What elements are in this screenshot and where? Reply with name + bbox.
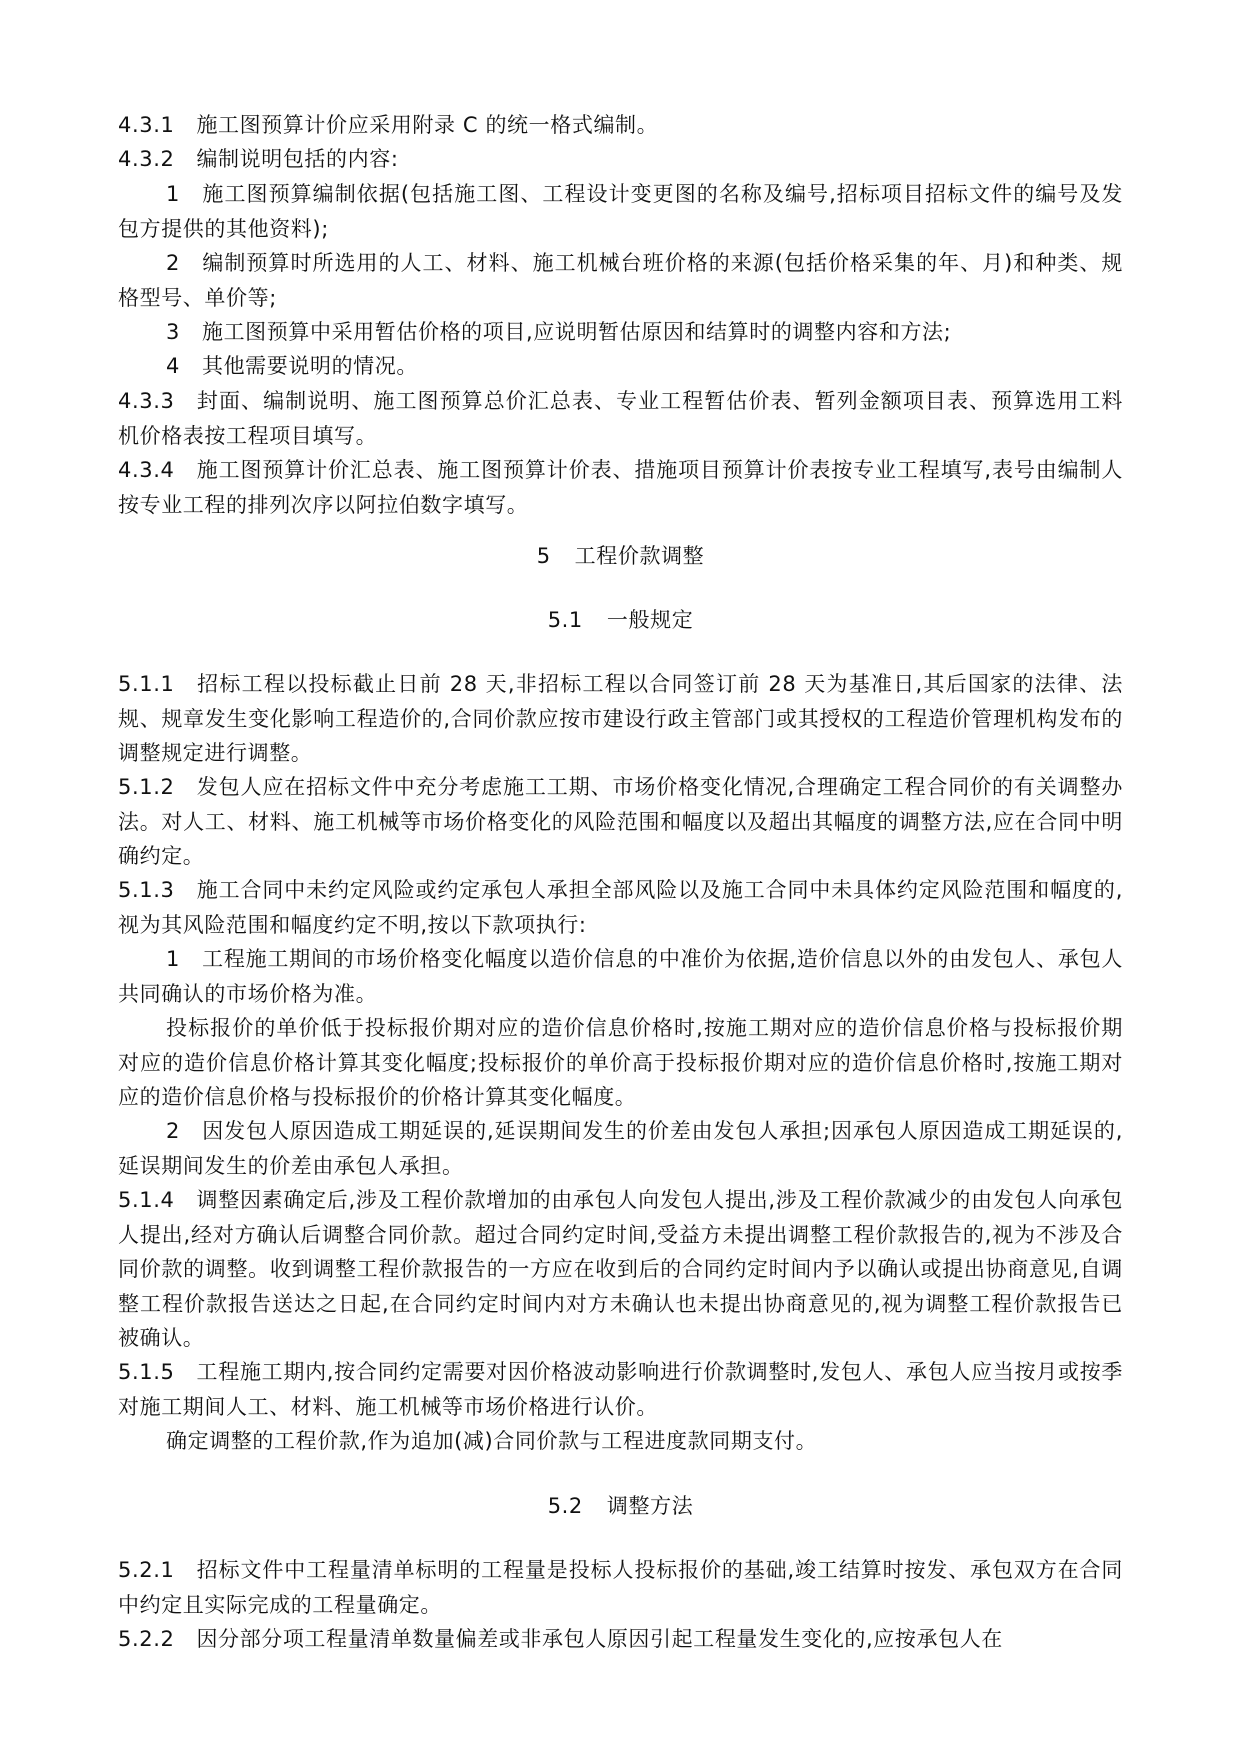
clause-5-1-3-item-1 <box>118 942 1123 1011</box>
clause-5-2-2 <box>118 1622 1123 1657</box>
clause-text: 工程施工期内,按合同约定需要对因价格波动影响进行价款调整时,发包人、承包人应当按月或按季对施工期间人工、材料、施工机械等市场价格进行认价。 <box>118 1360 1123 1419</box>
clause-number: 5.2.1 <box>118 1558 175 1582</box>
clause-number: 5.1.4 <box>118 1188 175 1212</box>
chapter-heading-5 <box>118 539 1123 574</box>
clause-text: 封面、编制说明、施工图预算总价汇总表、专业工程暂估价表、暂列金额项目表、预算选用工料机价格表按工程项目填写。 <box>118 389 1123 448</box>
item-text: 因发包人原因造成工期延误的,延误期间发生的价差由发包人承担;因承包人原因造成工期延误的,延误期间发生的价差由承包人承担。 <box>118 1119 1123 1178</box>
clause-text: 施工合同中未约定风险或约定承包人承担全部风险以及施工合同中未具体约定风险范围和幅度的,视为其风险范围和幅度约定不明,按以下款项执行: <box>118 878 1123 937</box>
clause-5-1-5 <box>118 1355 1123 1424</box>
item-number: 1 <box>166 182 180 206</box>
item-number: 1 <box>166 947 180 971</box>
clause-text: 因分部分项工程量清单数量偏差或非承包人原因引起工程量发生变化的,应按承包人在 <box>196 1627 1003 1651</box>
clause-5-1-3-paragraph <box>118 1011 1123 1115</box>
clause-number: 4.3.4 <box>118 458 175 482</box>
heading-text: 工程价款调整 <box>574 544 705 568</box>
heading-number: 5.2 <box>547 1494 583 1518</box>
clause-4-3-3 <box>118 384 1123 453</box>
clause-5-1-4 <box>118 1183 1123 1356</box>
item-text: 编制预算时所选用的人工、材料、施工机械台班价格的来源(包括价格采集的年、月)和种类、规格型号、单价等; <box>118 251 1123 310</box>
section-heading-5-2 <box>118 1489 1123 1524</box>
item-text: 其他需要说明的情况。 <box>201 354 418 378</box>
clause-number: 4.3.2 <box>118 147 175 171</box>
paragraph-text: 确定调整的工程价款,作为追加(减)合同价款与工程进度款同期支付。 <box>166 1429 818 1453</box>
clause-5-1-2 <box>118 770 1123 874</box>
clause-4-3-1 <box>118 108 1123 143</box>
section-heading-5-1 <box>118 603 1123 638</box>
clause-number: 5.1.5 <box>118 1360 175 1384</box>
paragraph-text: 投标报价的单价低于投标报价期对应的造价信息价格时,按施工期对应的造价信息价格与投标报价期对应的造价信息价格计算其变化幅度;投标报价的单价高于投标报价期对应的造价信息价格时,按施工期对应的造价信息价格与投标报价的价格计算其变化幅度。 <box>118 1016 1123 1109</box>
clause-number: 5.1.3 <box>118 878 175 902</box>
clause-text: 发包人应在招标文件中充分考虑施工工期、市场价格变化情况,合理确定工程合同价的有关调整办法。对人工、材料、施工机械等市场价格变化的风险范围和幅度以及超出其幅度的调整方法,应在合同中明确约定。 <box>118 775 1123 868</box>
item-text: 施工图预算中采用暂估价格的项目,应说明暂估原因和结算时的调整内容和方法; <box>201 320 952 344</box>
clause-text: 招标工程以投标截止日前 28 天,非招标工程以合同签订前 28 天为基准日,其后国家的法律、法规、规章发生变化影响工程造价的,合同价款应按市建设行政主管部门或其授权的工程造价管理机构发布的调整规定进行调整。 <box>118 672 1123 765</box>
item-number: 4 <box>166 354 180 378</box>
clause-5-1-5-paragraph <box>118 1424 1123 1459</box>
clause-number: 5.1.2 <box>118 775 175 799</box>
clause-4-3-2-item-2 <box>118 246 1123 315</box>
clause-4-3-2 <box>118 142 1123 177</box>
item-text: 施工图预算编制依据(包括施工图、工程设计变更图的名称及编号,招标项目招标文件的编号及发包方提供的其他资料); <box>118 182 1123 241</box>
clause-number: 5.2.2 <box>118 1627 175 1651</box>
heading-text: 调整方法 <box>606 1494 694 1518</box>
clause-number: 5.1.1 <box>118 672 175 696</box>
clause-text: 编制说明包括的内容: <box>196 147 399 171</box>
heading-text: 一般规定 <box>606 608 694 632</box>
heading-number: 5 <box>536 544 551 568</box>
clause-text: 招标文件中工程量清单标明的工程量是投标人投标报价的基础,竣工结算时按发、承包双方在合同中约定且实际完成的工程量确定。 <box>118 1558 1123 1617</box>
clause-4-3-2-item-4 <box>118 349 1123 384</box>
clause-text: 施工图预算计价应采用附录 C 的统一格式编制。 <box>196 113 659 137</box>
clause-text: 调整因素确定后,涉及工程价款增加的由承包人向发包人提出,涉及工程价款减少的由发包人向承包人提出,经对方确认后调整合同价款。超过合同约定时间,受益方未提出调整工程价款报告的,视为不涉及合同价款的调整。收到调整工程价款报告的一方应在收到后的合同约定时间内予以确认或提出协商意见,自调整工程价款报告送达之日起,在合同约定时间内对方未确认也未提出协商意见的,视为调整工程价款报告已被确认。 <box>118 1188 1123 1350</box>
item-number: 2 <box>166 251 180 275</box>
heading-number: 5.1 <box>547 608 583 632</box>
clause-5-1-1 <box>118 667 1123 771</box>
clause-4-3-2-item-1 <box>118 177 1123 246</box>
item-number: 2 <box>166 1119 180 1143</box>
clause-number: 4.3.1 <box>118 113 175 137</box>
clause-4-3-4 <box>118 453 1123 522</box>
clause-5-2-1 <box>118 1553 1123 1622</box>
clause-5-1-3 <box>118 873 1123 942</box>
clause-5-1-3-item-2 <box>118 1114 1123 1183</box>
item-text: 工程施工期间的市场价格变化幅度以造价信息的中准价为依据,造价信息以外的由发包人、承包人共同确认的市场价格为准。 <box>118 947 1123 1006</box>
clause-number: 4.3.3 <box>118 389 175 413</box>
item-number: 3 <box>166 320 180 344</box>
clause-text: 施工图预算计价汇总表、施工图预算计价表、措施项目预算计价表按专业工程填写,表号由编制人按专业工程的排列次序以阿拉伯数字填写。 <box>118 458 1123 517</box>
clause-4-3-2-item-3 <box>118 315 1123 350</box>
